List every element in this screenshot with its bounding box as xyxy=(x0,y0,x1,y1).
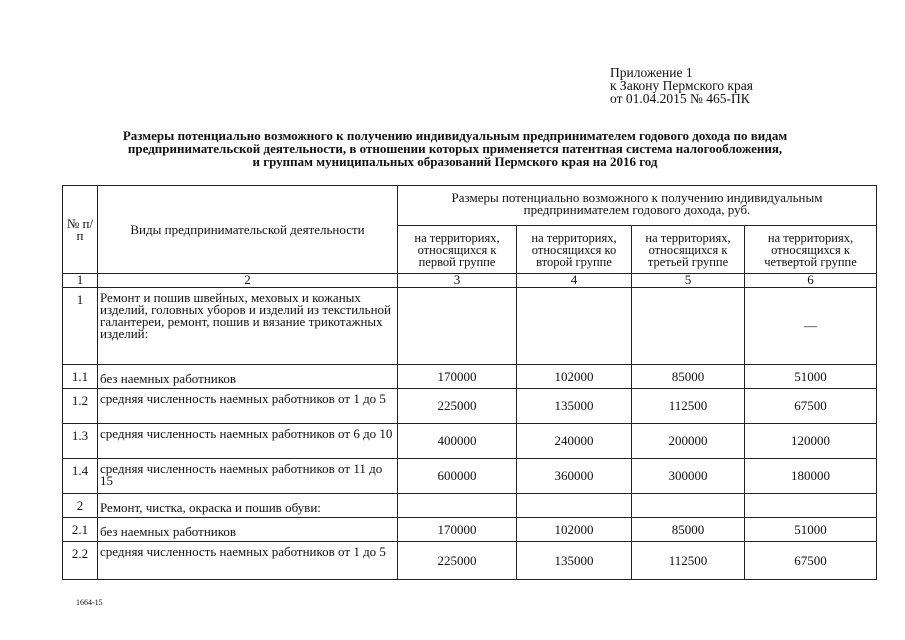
value-group-3 xyxy=(632,494,745,518)
row-label: без наемных работников xyxy=(98,365,398,389)
table-row xyxy=(63,542,877,580)
value-group-3: 200000 xyxy=(632,424,745,459)
title-line-2: предпринимательской деятельности, в отношении которых применяется патентная система налогообложения, xyxy=(127,141,783,156)
row-label: Ремонт, чистка, окраска и пошив обуви: xyxy=(98,494,398,518)
value-group-1: 225000 xyxy=(398,389,517,424)
value-group-2: 135000 xyxy=(517,542,632,580)
appendix-line-2: к Закону Пермского края xyxy=(610,78,753,93)
value-group-4: 51000 xyxy=(745,518,877,542)
table-row xyxy=(63,518,877,542)
header-group-1: на территориях, относящихся к первой группе xyxy=(398,226,517,274)
value-group-3 xyxy=(632,288,745,365)
value-group-3: 300000 xyxy=(632,459,745,494)
value-group-1: 170000 xyxy=(398,365,517,389)
row-index: 1.2 xyxy=(63,389,98,424)
column-number: 2 xyxy=(98,274,398,288)
row-index: 2.1 xyxy=(63,518,98,542)
row-label: средняя численность наемных работников от 11 до 15 xyxy=(98,459,398,494)
header-row-1 xyxy=(63,186,877,226)
column-number: 6 xyxy=(745,274,877,288)
value-group-1 xyxy=(398,288,517,365)
document-title xyxy=(60,129,850,168)
value-group-1: 170000 xyxy=(398,518,517,542)
table-row xyxy=(63,494,877,518)
value-group-1 xyxy=(398,494,517,518)
value-group-2: 360000 xyxy=(517,459,632,494)
value-group-1: 600000 xyxy=(398,459,517,494)
value-group-4: 180000 xyxy=(745,459,877,494)
row-index: 1 xyxy=(63,288,98,365)
table-row xyxy=(63,389,877,424)
row-index: 2.2 xyxy=(63,542,98,580)
header-group-2: на территориях, относящихся ко второй группе xyxy=(517,226,632,274)
value-group-4: 67500 xyxy=(745,389,877,424)
value-group-3: 85000 xyxy=(632,365,745,389)
appendix-line-1: Приложение 1 xyxy=(610,65,693,80)
row-index: 2 xyxy=(63,494,98,518)
row-label: средняя численность наемных работников от 1 до 5 xyxy=(98,542,398,580)
row-label: средняя численность наемных работников от 1 до 5 xyxy=(98,389,398,424)
appendix-line-3: от 01.04.2015 № 465-ПК xyxy=(610,91,750,106)
header-group-3: на территориях, относящихся к третьей группе xyxy=(632,226,745,274)
value-group-2: 102000 xyxy=(517,518,632,542)
row-index: 1.1 xyxy=(63,365,98,389)
value-group-4: — xyxy=(745,288,877,365)
title-line-3: и группам муниципальных образований Пермского края на 2016 год xyxy=(252,154,658,169)
row-label: Ремонт и пошив швейных, меховых и кожаных изделий, головных уборов и изделий из текстильной галантереи, ремонт, пошив и вязание трикотажных изделий: xyxy=(98,288,398,365)
value-group-2 xyxy=(517,494,632,518)
value-group-4: 67500 xyxy=(745,542,877,580)
row-label: без наемных работников xyxy=(98,518,398,542)
header-number: № п/п xyxy=(63,186,98,274)
value-group-2: 102000 xyxy=(517,365,632,389)
value-group-3: 112500 xyxy=(632,389,745,424)
column-number: 1 xyxy=(63,274,98,288)
column-number-row xyxy=(63,274,877,288)
header-group-4: на территориях, относящихся к четвертой группе xyxy=(745,226,877,274)
value-group-2 xyxy=(517,288,632,365)
column-number: 5 xyxy=(632,274,745,288)
column-number: 4 xyxy=(517,274,632,288)
row-label: средняя численность наемных работников от 6 до 10 xyxy=(98,424,398,459)
value-group-3: 85000 xyxy=(632,518,745,542)
header-activity: Виды предпринимательской деятельности xyxy=(98,186,398,274)
value-group-2: 135000 xyxy=(517,389,632,424)
value-group-4 xyxy=(745,494,877,518)
value-group-3: 112500 xyxy=(632,542,745,580)
header-income: Размеры потенциально возможного к получению индивидуальным предпринимателем годового дохода, руб. xyxy=(398,186,877,226)
title-line-1: Размеры потенциально возможного к получению индивидуальным предпринимателем годового дохода по видам xyxy=(122,128,788,143)
value-group-2: 240000 xyxy=(517,424,632,459)
row-index: 1.3 xyxy=(63,424,98,459)
document-code: 1664-15 xyxy=(76,598,103,607)
table-row xyxy=(63,288,877,365)
table-row xyxy=(63,459,877,494)
column-number: 3 xyxy=(398,274,517,288)
value-group-1: 225000 xyxy=(398,542,517,580)
value-group-4: 120000 xyxy=(745,424,877,459)
appendix-reference xyxy=(610,66,753,105)
table-row xyxy=(63,365,877,389)
value-group-1: 400000 xyxy=(398,424,517,459)
income-table xyxy=(62,185,877,580)
table-row xyxy=(63,424,877,459)
row-index: 1.4 xyxy=(63,459,98,494)
value-group-4: 51000 xyxy=(745,365,877,389)
